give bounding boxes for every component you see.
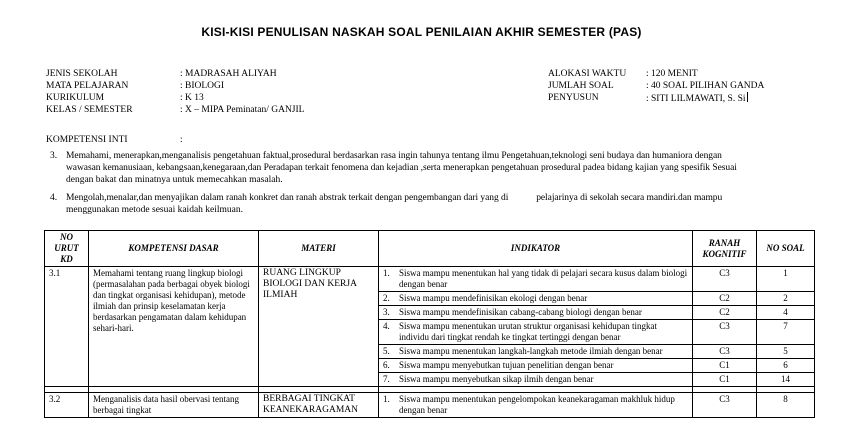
- indicator-cell: [379, 359, 693, 373]
- indicator-soal: 6: [757, 359, 815, 373]
- table-row: [45, 393, 815, 418]
- kompetensi-inti-colon: :: [180, 135, 183, 145]
- indicator-number: 5.: [383, 346, 390, 356]
- indicator-soal: 1: [757, 267, 815, 292]
- kompetensi-item-line: dengan bakat dan minatnya untuk memecahkan masalah.: [66, 175, 283, 185]
- indicator-text: Siswa mampu mendefinisikan ekologi dengan benar: [399, 293, 588, 303]
- indicator-ranah: C2: [693, 292, 757, 306]
- header-no-urut-kd: NO URUT KD: [45, 231, 89, 267]
- indicator-soal: 4: [757, 306, 815, 320]
- kd-number: 3.1: [45, 267, 89, 387]
- meta-right: [548, 68, 808, 108]
- meta-label-kelas-semester: KELAS / SEMESTER: [46, 105, 133, 115]
- kd-description: Memahami tentang ruang lingkup biologi (permasalahan pada berbagai obyek biologi dan tingkat organisasi kehidupan), metode ilmiah dan prinsip keselamatan kerja berdasarkan pengamatan dalam kehidupan sehari-hari.: [89, 267, 259, 387]
- indicator-text: Siswa mampu menyebutkan sikap ilmih dengan benar: [399, 374, 594, 384]
- indicator-text: Siswa mampu menentukan urutan struktur organisasi kehidupan tingkat individu dari tingkat rendah ke tingkat tertinggi dengan benar: [399, 321, 658, 342]
- indicator-ranah: C1: [693, 359, 757, 373]
- text-cursor: [747, 92, 748, 102]
- indicator-text: Siswa mampu menentukan pengelompokan keanekaragaman makhluk hidup dengan benar: [399, 394, 675, 415]
- document-title: KISI-KISI PENULISAN NASKAH SOAL PENILAIAN AKHIR SEMESTER (PAS): [201, 25, 642, 39]
- indicator-text: Siswa mampu mendefinisikan cabang-cabang biologi dengan benar: [399, 307, 642, 317]
- indicator-cell: [379, 267, 693, 292]
- meta-label-jenis-sekolah: JENIS SEKOLAH: [46, 69, 118, 79]
- meta-value-kelas-semester: : X – MIPA Peminatan/ GANJIL: [180, 105, 305, 115]
- meta-left: [46, 68, 366, 118]
- indicator-soal: 5: [757, 345, 815, 359]
- meta-label-kurikulum: KURIKULUM: [46, 93, 105, 103]
- kd-description: Menganalisis data hasil obervasi tentang berbagai tingkat: [89, 393, 259, 418]
- meta-value-jumlah-soal: : 40 SOAL PILIHAN GANDA: [646, 81, 765, 91]
- header-ranah-kognitif: RANAH KOGNITIF: [693, 231, 757, 267]
- indicator-cell: [379, 292, 693, 306]
- kisi-kisi-table: [44, 230, 815, 418]
- indicator-ranah: C1: [693, 373, 757, 387]
- kd-materi: RUANG LINGKUP BIOLOGI DAN KERJA ILMIAH: [259, 267, 379, 387]
- kompetensi-item-3: [46, 150, 816, 186]
- header-materi: MATERI: [259, 231, 379, 267]
- indicator-cell: [379, 373, 693, 387]
- meta-value-jenis-sekolah: : MADRASAH ALIYAH: [180, 69, 277, 79]
- kompetensi-item-4: [46, 192, 816, 216]
- indicator-number: 2.: [383, 293, 390, 303]
- meta-value-mata-pelajaran: : BIOLOGI: [180, 81, 225, 91]
- indicator-text: Siswa mampu menentukan hal yang tidak di pelajari secara kusus dalam biologi dengan benar: [399, 268, 688, 289]
- indicator-soal: 14: [757, 373, 815, 387]
- kompetensi-item-line: wawasan kemanusiaan, kebangsaan,kenegaraan,dan Peradapan terkait fenomena dan kejadian ,serta menerapkan pengetahuan prosedural padea bidang kajian yang spesifik Sesuai: [66, 163, 737, 173]
- indicator-number: 7.: [383, 374, 390, 384]
- meta-value-penyusun[interactable]: : SITI LILMAWATI, S. Si: [646, 94, 746, 104]
- header-kompetensi-dasar: KOMPETENSI DASAR: [89, 231, 259, 267]
- indicator-text: Siswa mampu menentukan langkah-langkah metode ilmiah dengan benar: [399, 346, 663, 356]
- kd-materi: BERBAGAI TINGKAT KEANEKARAGAMAN: [259, 393, 379, 418]
- kompetensi-item-number: 4.: [50, 193, 58, 203]
- indicator-ranah: C3: [693, 267, 757, 292]
- table-row: [45, 267, 815, 292]
- indicator-cell: [379, 306, 693, 320]
- indicator-text: Siswa mampu menyebutkan tujuan penelitian dengan benar: [399, 360, 614, 370]
- kompetensi-item-line: Mengolah,menalar,dan menyajikan dalam ranah konkret dan ranah abstrak terkait dengan pengembangan dari yang di pelajarinya di sekolah secara mandiri.dan mampu: [66, 193, 723, 203]
- indicator-soal: 8: [757, 393, 815, 418]
- indicator-soal: 2: [757, 292, 815, 306]
- meta-label-mata-pelajaran: MATA PELAJARAN: [46, 81, 129, 91]
- meta-label-jumlah-soal: JUMLAH SOAL: [548, 81, 614, 91]
- kd-number: 3.2: [45, 393, 89, 418]
- kompetensi-item-line: menggunakan metode sesuai kaidah keilmuan.: [66, 205, 244, 215]
- meta-label-penyusun: PENYUSUN: [548, 93, 599, 103]
- kompetensi-item-line: Memahami, menerapkan,menganalisis pengetahuan faktual,prosedural berdasarkan rasa ingin tahunya tentang ilmu Pengetahuan,teknologi seni budaya dan humaniora dengan: [66, 151, 722, 161]
- meta-value-alokasi-waktu: : 120 MENIT: [646, 69, 698, 79]
- indicator-cell: [379, 393, 693, 418]
- indicator-ranah: C3: [693, 320, 757, 345]
- header-indikator: INDIKATOR: [379, 231, 693, 267]
- indicator-cell: [379, 320, 693, 345]
- indicator-number: 3.: [383, 307, 390, 317]
- indicator-ranah: C2: [693, 306, 757, 320]
- indicator-number: 1.: [383, 394, 390, 404]
- indicator-number: 6.: [383, 360, 390, 370]
- indicator-ranah: C3: [693, 393, 757, 418]
- indicator-number: 4.: [383, 321, 390, 331]
- meta-label-alokasi-waktu: ALOKASI WAKTU: [548, 69, 627, 79]
- kompetensi-inti-heading: KOMPETENSI INTI :: [46, 135, 183, 145]
- meta-value-kurikulum: : K 13: [180, 93, 204, 103]
- kompetensi-item-number: 3.: [50, 151, 58, 161]
- indicator-ranah: C3: [693, 345, 757, 359]
- indicator-soal: 7: [757, 320, 815, 345]
- header-no-soal: NO SOAL: [757, 231, 815, 267]
- indicator-cell: [379, 345, 693, 359]
- indicator-number: 1.: [383, 268, 390, 278]
